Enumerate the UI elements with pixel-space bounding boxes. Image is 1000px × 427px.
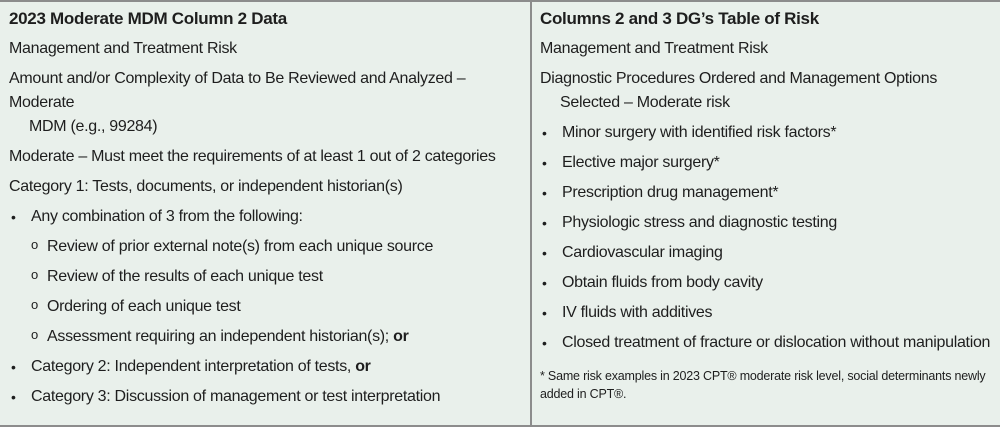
bullet-icon: • bbox=[542, 335, 547, 351]
left-sub-item-or: or bbox=[393, 328, 409, 345]
circle-bullet-icon: o bbox=[31, 327, 38, 342]
left-bullet-category-3-text: Category 3: Discussion of management or test interpretation bbox=[31, 388, 441, 405]
right-risk-item-text: Cardiovascular imaging bbox=[562, 244, 723, 261]
right-risk-item-text: Elective major surgery* bbox=[562, 154, 720, 171]
bullet-icon: • bbox=[542, 215, 547, 231]
left-bullet-category-2-or: or bbox=[355, 358, 371, 375]
right-risk-item-text: IV fluids with additives bbox=[562, 304, 713, 321]
left-line-category-1: Category 1: Tests, documents, or independent historian(s) bbox=[9, 178, 403, 195]
left-sub-item-text: Review of the results of each unique test bbox=[47, 268, 323, 285]
left-line-data-complexity-part1: Amount and/or Complexity of Data to Be Reviewed and Analyzed – Moderate bbox=[9, 70, 466, 111]
right-risk-item bbox=[540, 241, 1000, 265]
bullet-icon: • bbox=[542, 245, 547, 261]
right-risk-item-text: Closed treatment of fracture or dislocation without manipulation bbox=[562, 334, 991, 351]
right-risk-item-text: Minor surgery with identified risk factors* bbox=[562, 124, 837, 141]
right-line-diagnostic-procedures bbox=[540, 67, 1000, 115]
right-risk-item bbox=[540, 271, 1000, 295]
bullet-icon: • bbox=[542, 305, 547, 321]
left-bullet-category-3 bbox=[9, 385, 530, 409]
circle-bullet-icon: o bbox=[31, 237, 38, 252]
right-risk-item-text: Physiologic stress and diagnostic testing bbox=[562, 214, 837, 231]
right-line-diagnostic-procedures-part1: Diagnostic Procedures Ordered and Management Options bbox=[540, 70, 938, 87]
right-risk-item-text: Obtain fluids from body cavity bbox=[562, 274, 763, 291]
bullet-icon: • bbox=[11, 209, 16, 225]
left-bullet-combination-text: Any combination of 3 from the following: bbox=[31, 208, 303, 225]
left-line-management-risk: Management and Treatment Risk bbox=[9, 40, 237, 57]
table-of-risk-column bbox=[532, 2, 1000, 425]
bullet-icon: • bbox=[542, 155, 547, 171]
right-risk-item bbox=[540, 181, 1000, 205]
footnote: * Same risk examples in 2023 CPT® moderate risk level, social determinants newly added in CPT®. bbox=[540, 369, 986, 401]
left-line-data-complexity-part2: MDM (e.g., 99284) bbox=[29, 118, 158, 135]
moderate-mdm-data-column bbox=[0, 2, 532, 425]
left-bullet-category-2 bbox=[9, 355, 530, 379]
left-sub-item-external-notes bbox=[9, 235, 530, 259]
right-risk-item bbox=[540, 151, 1000, 175]
bullet-icon: • bbox=[542, 275, 547, 291]
right-risk-item bbox=[540, 121, 1000, 145]
right-column-heading: Columns 2 and 3 DG’s Table of Risk bbox=[540, 9, 819, 28]
left-line-data-complexity bbox=[9, 67, 530, 139]
left-sub-item-ordering-tests bbox=[9, 295, 530, 319]
right-risk-item-text: Prescription drug management* bbox=[562, 184, 779, 201]
right-risk-item bbox=[540, 301, 1000, 325]
bullet-icon: • bbox=[542, 125, 547, 141]
right-risk-item bbox=[540, 211, 1000, 235]
left-bullet-category-2-text: Category 2: Independent interpretation of tests, bbox=[31, 358, 352, 375]
left-sub-item-test-results bbox=[9, 265, 530, 289]
left-column-heading: 2023 Moderate MDM Column 2 Data bbox=[9, 9, 287, 28]
left-sub-item-independent-historian bbox=[9, 325, 530, 349]
right-line-management-risk: Management and Treatment Risk bbox=[540, 40, 768, 57]
circle-bullet-icon: o bbox=[31, 297, 38, 312]
left-sub-item-text: Ordering of each unique test bbox=[47, 298, 241, 315]
bullet-icon: • bbox=[542, 185, 547, 201]
circle-bullet-icon: o bbox=[31, 267, 38, 282]
left-sub-item-text: Review of prior external note(s) from each unique source bbox=[47, 238, 434, 255]
bullet-icon: • bbox=[11, 359, 16, 375]
left-sub-item-text: Assessment requiring an independent historian(s); bbox=[47, 328, 389, 345]
right-risk-item bbox=[540, 331, 1000, 355]
left-bullet-combination bbox=[9, 205, 530, 229]
left-line-moderate-requirement: Moderate – Must meet the requirements of at least 1 out of 2 categories bbox=[9, 148, 496, 165]
bullet-icon: • bbox=[11, 389, 16, 405]
right-line-diagnostic-procedures-part2: Selected – Moderate risk bbox=[560, 94, 730, 111]
